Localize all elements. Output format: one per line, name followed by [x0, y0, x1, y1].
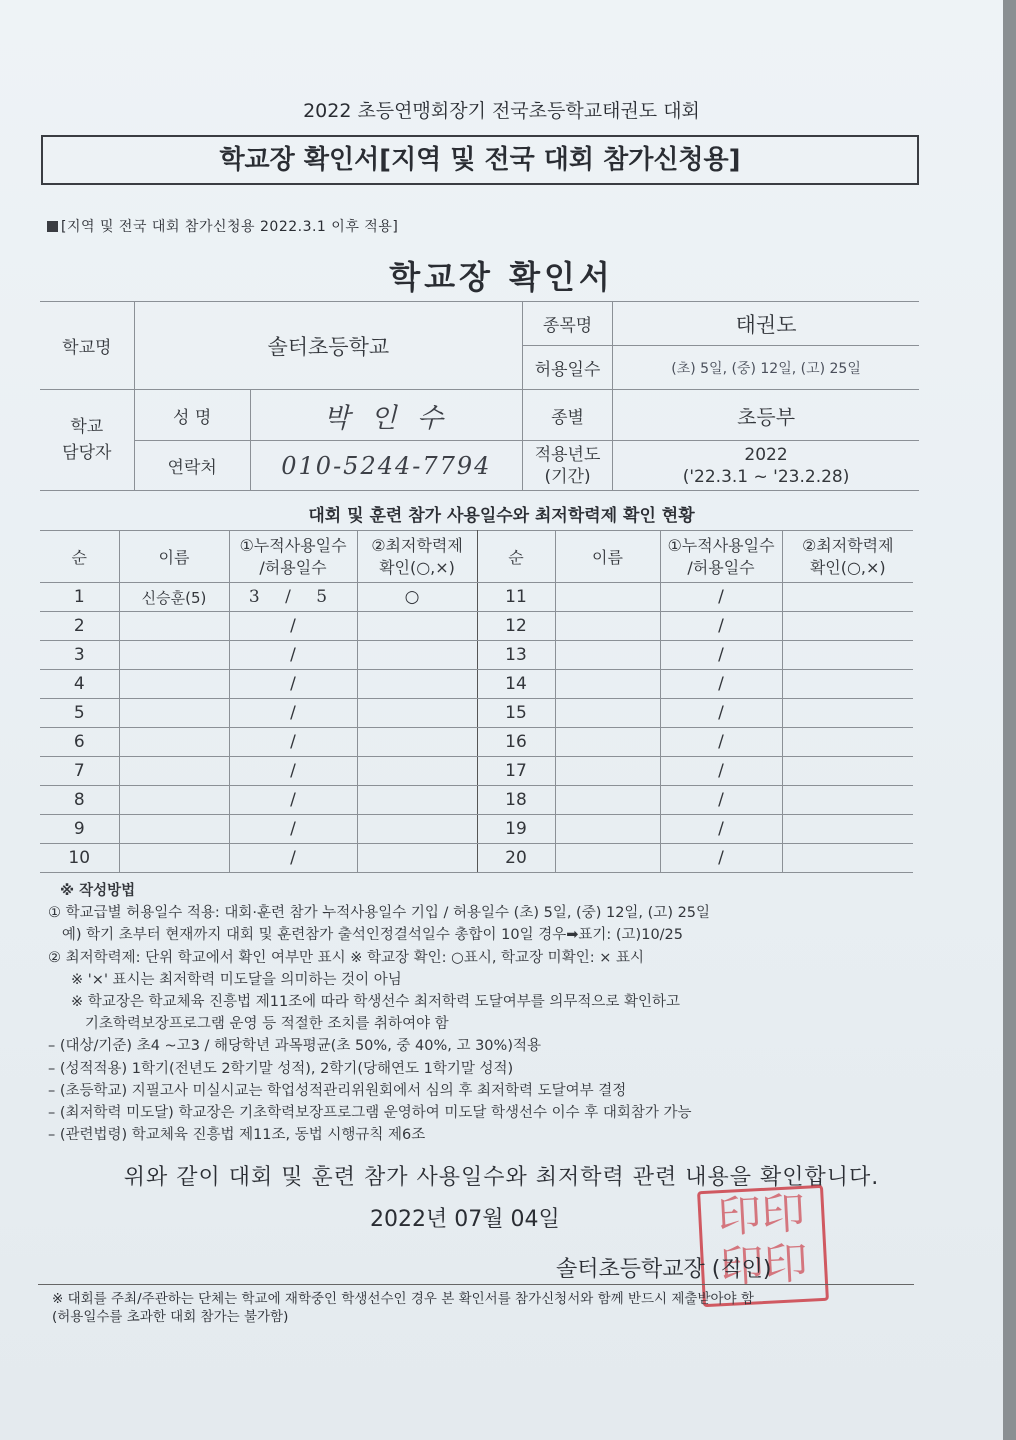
- row-number: 3: [40, 641, 119, 670]
- row-number: 2: [40, 612, 119, 641]
- athlete-name: [555, 583, 660, 612]
- page-title: 학교장 확인서: [389, 258, 614, 296]
- confirmation-statement: 위와 같이 대회 및 훈련 참가 사용일수와 최저학력 관련 내용을 확인합니다.: [123, 1165, 880, 1190]
- academic-check-cell: [357, 757, 477, 786]
- days-used-cell: /: [660, 757, 782, 786]
- days-used-cell: /: [660, 728, 782, 757]
- boxed-title: 학교장 확인서[지역 및 전국 대회 참가신청용]: [41, 135, 919, 185]
- category-label: 종별: [523, 390, 613, 441]
- table-row: [40, 641, 913, 670]
- tag-text: [지역 및 전국 대회 참가신청용 2022.3.1 이후 적용]: [61, 219, 399, 235]
- days-used-cell: /: [229, 670, 357, 699]
- category-value: 초등부: [613, 390, 919, 441]
- row-number: 9: [40, 815, 119, 844]
- days-used-cell: /: [660, 583, 782, 612]
- col-name-header: 이름: [119, 531, 229, 583]
- period-value: ('22.3.1 ~ '23.2.28): [682, 466, 850, 487]
- table-row: [40, 844, 913, 873]
- athlete-name: [119, 786, 229, 815]
- academic-check-cell: [357, 815, 477, 844]
- sport-value: 태권도: [613, 302, 919, 346]
- row-number: 12: [477, 612, 555, 641]
- days-used-cell: /: [229, 699, 357, 728]
- table-row: [40, 670, 913, 699]
- instruction-line: – (성적적용) 1학기(전년도 2학기말 성적), 2학기(당해연도 1학기말 성적): [48, 1060, 514, 1077]
- footer-divider: [38, 1284, 914, 1285]
- academic-check-cell: [357, 612, 477, 641]
- table-row: [40, 583, 913, 612]
- athlete-name: [119, 699, 229, 728]
- col-days-header: ①누적사용일수 /허용일수: [660, 531, 782, 583]
- days-used-cell: /: [229, 786, 357, 815]
- row-number: 8: [40, 786, 119, 815]
- row-number: 17: [477, 757, 555, 786]
- footnote: [52, 1290, 922, 1326]
- academic-check-cell: [782, 670, 913, 699]
- page-edge: [1003, 0, 1016, 1440]
- instruction-line: – (최저학력 미도달) 학교장은 기초학력보장프로그램 운영하여 미도달 학생선수 이수 후 대회참가 가능: [48, 1105, 692, 1122]
- name-label: 성 명: [134, 390, 250, 441]
- athlete-name: [555, 670, 660, 699]
- academic-check-cell: ○: [357, 583, 477, 612]
- days-used-cell: /: [229, 641, 357, 670]
- academic-check-cell: [357, 728, 477, 757]
- athlete-name: [555, 844, 660, 873]
- black-square-icon: [47, 221, 58, 232]
- academic-check-cell: [782, 728, 913, 757]
- row-number: 13: [477, 641, 555, 670]
- col-days-header: ①누적사용일수 /허용일수: [229, 531, 357, 583]
- athlete-name: [555, 786, 660, 815]
- principal-signature: 솔터초등학교장 (직인): [556, 1257, 772, 1282]
- academic-check-cell: [782, 815, 913, 844]
- athlete-name: [119, 815, 229, 844]
- row-number: 18: [477, 786, 555, 815]
- athlete-name: [555, 815, 660, 844]
- instruction-line: ② 최저학력제: 단위 학교에서 확인 여부만 표시 ※ 학교장 확인: ○표시, 학교장 미확인: × 표시: [48, 949, 644, 966]
- contact-label: 연락처: [134, 441, 250, 491]
- academic-check-cell: [782, 844, 913, 873]
- school-info-table: [40, 301, 919, 491]
- table-row: [40, 815, 913, 844]
- athlete-name: [119, 670, 229, 699]
- status-section-title: 대회 및 훈련 참가 사용일수와 최저학력제 확인 현황: [308, 506, 695, 526]
- days-used-cell: /: [660, 786, 782, 815]
- academic-check-cell: [782, 757, 913, 786]
- academic-check-cell: [782, 583, 913, 612]
- row-number: 7: [40, 757, 119, 786]
- athlete-name: [555, 757, 660, 786]
- issue-date: 2022년 07월 04일: [370, 1207, 560, 1232]
- table-row: [40, 612, 913, 641]
- col-no-header: 순: [477, 531, 555, 583]
- official-seal-stamp: 印印 印印: [697, 1185, 829, 1307]
- instruction-line: ※ '×' 표시는 최저학력 미도달을 의미하는 것이 아님: [48, 971, 402, 988]
- athlete-name: [555, 699, 660, 728]
- athlete-name: [555, 728, 660, 757]
- school-name: 솔터초등학교: [134, 302, 522, 390]
- col-check-header: ②최저학력제 확인(○,×): [357, 531, 477, 583]
- days-used-cell: /: [229, 844, 357, 873]
- instruction-line: – (대상/기준) 초4 ~고3 / 해당학년 과목평균(초 50%, 중 40%, 고 30%)적용: [48, 1038, 541, 1055]
- athlete-name: [119, 641, 229, 670]
- year-cell: [613, 441, 919, 491]
- col-no-header: 순: [40, 531, 119, 583]
- days-used-cell: /: [229, 815, 357, 844]
- days-used-cell: /: [229, 757, 357, 786]
- academic-check-cell: [782, 612, 913, 641]
- days-used-cell: /: [660, 815, 782, 844]
- instruction-line: 예) 학기 초부터 현재까지 대회 및 훈련참가 출석인정결석일수 총합이 10일 경우➡표기: (고)10/25: [48, 927, 684, 944]
- days-value: (초) 5일, (중) 12일, (고) 25일: [613, 346, 919, 390]
- footnote-line: (허용일수를 초과한 대회 참가는 불가함): [52, 1309, 289, 1325]
- instruction-line: – (관련법령) 학교체육 진흥법 제11조, 동법 시행규칙 제6조: [48, 1127, 426, 1144]
- col-name-header: 이름: [555, 531, 660, 583]
- academic-check-cell: [782, 641, 913, 670]
- days-used-cell: /: [229, 728, 357, 757]
- athlete-name: [119, 757, 229, 786]
- academic-check-cell: [357, 670, 477, 699]
- academic-check-cell: [357, 641, 477, 670]
- row-number: 11: [477, 583, 555, 612]
- instruction-line: ① 학교급별 허용일수 적용: 대회·훈련 참가 누적사용일수 기입 / 허용일수 (초) 5일, (중) 12일, (고) 25일: [48, 905, 711, 922]
- athlete-name: [555, 612, 660, 641]
- instruction-line: 기초학력보장프로그램 운영 등 적절한 조치를 취하여야 함: [48, 1016, 449, 1033]
- row-number: 20: [477, 844, 555, 873]
- row-number: 1: [40, 583, 119, 612]
- athlete-name: [555, 641, 660, 670]
- row-number: 15: [477, 699, 555, 728]
- days-used-cell: /: [660, 641, 782, 670]
- manager-label: 학교 담당자: [40, 390, 134, 491]
- status-table: [40, 530, 913, 873]
- days-used-cell: /: [660, 670, 782, 699]
- manager-name: 박 인 수: [250, 390, 522, 441]
- footnote-line: ※ 대회를 주최/주관하는 단체는 학교에 재학중인 학생선수인 경우 본 확인서를 참가신청서와 함께 반드시 제출받아야 함: [52, 1291, 754, 1307]
- writing-instructions: [48, 880, 928, 1146]
- academic-check-cell: [782, 786, 913, 815]
- days-used-cell: /: [229, 612, 357, 641]
- table-row: [40, 728, 913, 757]
- row-number: 14: [477, 670, 555, 699]
- days-used-cell: /: [660, 844, 782, 873]
- document-supertitle: 2022 초등연맹회장기 전국초등학교태권도 대회: [303, 100, 700, 122]
- row-number: 10: [40, 844, 119, 873]
- instruction-line: – (초등학교) 지필고사 미실시교는 학업성적관리위원회에서 심의 후 최저학력 도달여부 결정: [48, 1082, 627, 1099]
- athlete-name: [119, 728, 229, 757]
- instruction-line: ※ 학교장은 학교체육 진흥법 제11조에 따라 학생선수 최저학력 도달여부를 의무적으로 확인하고: [48, 994, 680, 1011]
- days-used-cell: /: [660, 699, 782, 728]
- application-tag: [47, 216, 398, 236]
- instructions-heading: ※ 작성방법: [60, 883, 136, 899]
- athlete-name: 신승훈(5): [119, 583, 229, 612]
- contact-value: 010-5244-7794: [250, 441, 522, 491]
- sport-label: 종목명: [523, 302, 613, 346]
- academic-check-cell: [782, 699, 913, 728]
- table-row: [40, 699, 913, 728]
- academic-check-cell: [357, 699, 477, 728]
- days-used-cell: 3 / 5: [229, 583, 357, 612]
- year-label: 적용년도 (기간): [523, 441, 613, 491]
- row-number: 4: [40, 670, 119, 699]
- col-check-header: ②최저학력제 확인(○,×): [782, 531, 913, 583]
- table-row: [40, 757, 913, 786]
- days-used-cell: /: [660, 612, 782, 641]
- school-label: 학교명: [40, 302, 134, 390]
- days-label: 허용일수: [523, 346, 613, 390]
- table-row: [40, 786, 913, 815]
- athlete-name: [119, 844, 229, 873]
- academic-check-cell: [357, 786, 477, 815]
- athlete-name: [119, 612, 229, 641]
- row-number: 19: [477, 815, 555, 844]
- year-value: 2022: [744, 444, 788, 465]
- academic-check-cell: [357, 844, 477, 873]
- row-number: 16: [477, 728, 555, 757]
- row-number: 5: [40, 699, 119, 728]
- row-number: 6: [40, 728, 119, 757]
